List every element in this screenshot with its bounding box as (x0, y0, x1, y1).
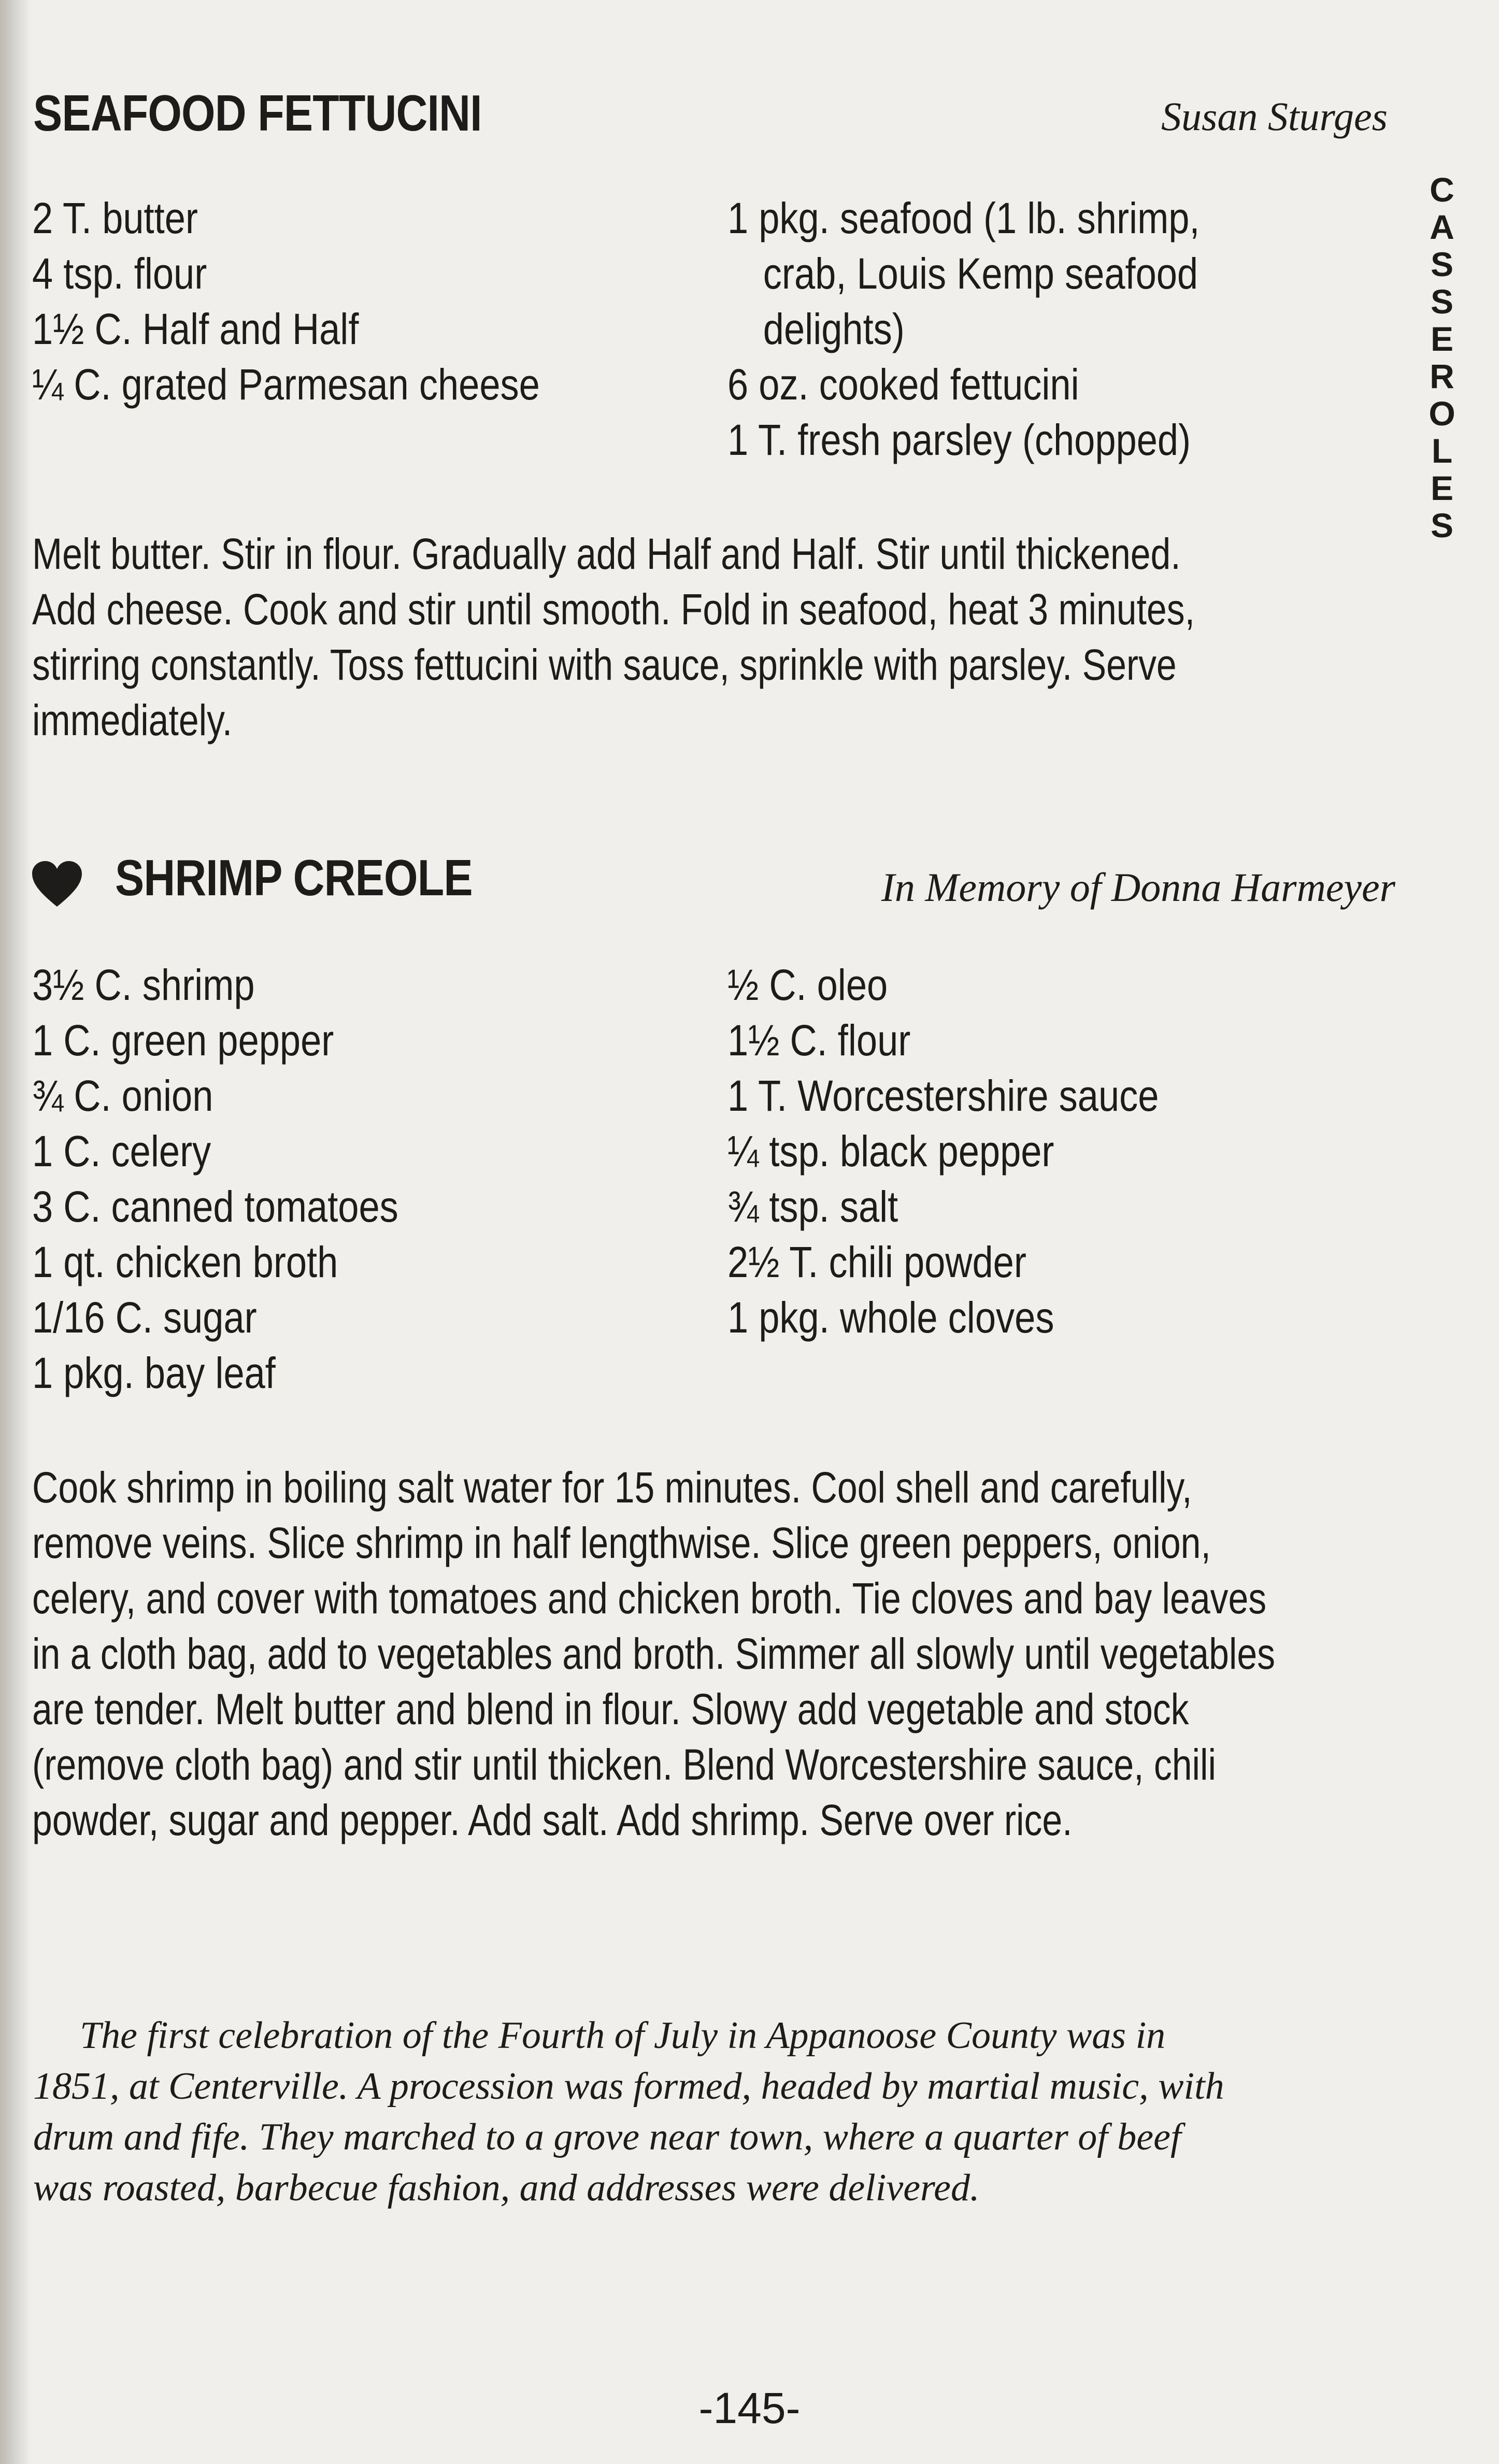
ingredient-item: 1 qt. chicken broth (32, 1238, 338, 1286)
ingredient-item: 4 tsp. flour (32, 249, 207, 298)
ingredient-item: 1 C. green pepper (32, 1016, 334, 1065)
tab-letter: O (1429, 394, 1455, 433)
note-line: drum and fife. They marched to a grove near town, where a quarter of beef (33, 2116, 1181, 2158)
recipe-instructions (32, 1460, 1499, 1848)
instruction-line: remove veins. Slice shrimp in half lengthwise. Slice green peppers, onion, (32, 1518, 1211, 1567)
note-line: was roasted, barbecue fashion, and addresses were delivered. (33, 2167, 980, 2209)
ingredient-list-left (32, 957, 458, 1401)
ingredient-item: ¾ tsp. salt (727, 1182, 898, 1231)
ingredient-item: 2 T. butter (32, 194, 198, 242)
ingredient-item: delights) (763, 305, 905, 353)
page-number: -145- (698, 2384, 801, 2432)
ingredient-item: 2½ T. chili powder (727, 1238, 1026, 1286)
instruction-line: are tender. Melt butter and blend in flour. Slowy add vegetable and stock (32, 1685, 1189, 1734)
ingredient-item: 1 C. celery (32, 1127, 211, 1176)
ingredient-list-left (32, 191, 622, 412)
ingredient-item: 1 pkg. bay leaf (32, 1349, 276, 1397)
ingredient-item: 1 T. Worcestershire sauce (727, 1071, 1159, 1120)
ingredient-item: 6 oz. cooked fettucini (727, 360, 1079, 409)
recipe-instructions (32, 526, 1433, 748)
instruction-line: powder, sugar and pepper. Add salt. Add shrimp. Serve over rice. (32, 1796, 1073, 1844)
ingredient-item: 1/16 C. sugar (32, 1293, 257, 1342)
ingredient-item: 3½ C. shrimp (32, 961, 255, 1009)
ingredient-list-right (727, 957, 1229, 1345)
ingredient-item: 1½ C. flour (727, 1016, 911, 1065)
instruction-line: immediately. (32, 696, 233, 744)
tab-letter: S (1430, 506, 1454, 545)
ingredient-item: 1 pkg. seafood (1 lb. shrimp, (727, 194, 1200, 242)
instruction-line: (remove cloth bag) and stir until thicken. Blend Worcestershire sauce, chili (32, 1740, 1217, 1789)
instruction-line: celery, and cover with tomatoes and chicken broth. Tie cloves and bay leaves (32, 1574, 1267, 1623)
tab-letter: L (1431, 432, 1453, 470)
note-line: 1851, at Centerville. A procession was formed, headed by martial music, with (33, 2065, 1224, 2108)
section-tab-casseroles (1419, 171, 1465, 544)
note-line: The first celebration of the Fourth of July in Appanoose County was in (80, 2014, 1166, 2057)
ingredient-item: 1½ C. Half and Half (32, 305, 359, 353)
tab-letter: E (1430, 469, 1454, 507)
tab-letter: R (1430, 357, 1454, 395)
ingredient-item: ¼ C. grated Parmesan cheese (32, 360, 540, 409)
historical-note (33, 2010, 1391, 2213)
recipe-contributor: Susan Sturges (1161, 94, 1388, 139)
heart-icon (31, 861, 83, 908)
ingredient-item: ¼ tsp. black pepper (727, 1127, 1054, 1176)
ingredient-item: 1 T. fresh parsley (chopped) (727, 416, 1191, 464)
ingredient-item: 3 C. canned tomatoes (32, 1182, 398, 1231)
instruction-line: Add cheese. Cook and stir until smooth. Fold in seafood, heat 3 minutes, (32, 585, 1195, 634)
ingredient-list-right (727, 191, 1277, 468)
tab-letter: A (1430, 208, 1454, 246)
tab-letter: C (1430, 170, 1454, 209)
recipe-title-shrimp-creole: SHRIMP CREOLE (115, 849, 473, 906)
page-spine-shadow (0, 0, 31, 2464)
tab-letter: E (1430, 320, 1454, 358)
instruction-line: in a cloth bag, add to vegetables and broth. Simmer all slowly until vegetables (32, 1629, 1275, 1678)
ingredient-item: crab, Louis Kemp seafood (763, 249, 1198, 298)
recipe-title-seafood-fettucini: SEAFOOD FETTUCINI (33, 84, 482, 141)
recipe-contributor: In Memory of Donna Harmeyer (881, 865, 1395, 910)
instruction-line: Melt butter. Stir in flour. Gradually add Half and Half. Stir until thickened. (32, 529, 1181, 578)
tab-letter: S (1430, 282, 1454, 321)
instruction-line: Cook shrimp in boiling salt water for 15 minutes. Cool shell and carefully, (32, 1463, 1192, 1512)
instruction-line: stirring constantly. Toss fettucini with sauce, sprinkle with parsley. Serve (32, 640, 1177, 689)
tab-letter: S (1430, 245, 1454, 283)
ingredient-item: 1 pkg. whole cloves (727, 1293, 1054, 1342)
ingredient-item: ¾ C. onion (32, 1071, 213, 1120)
ingredient-item: ½ C. oleo (727, 961, 888, 1009)
